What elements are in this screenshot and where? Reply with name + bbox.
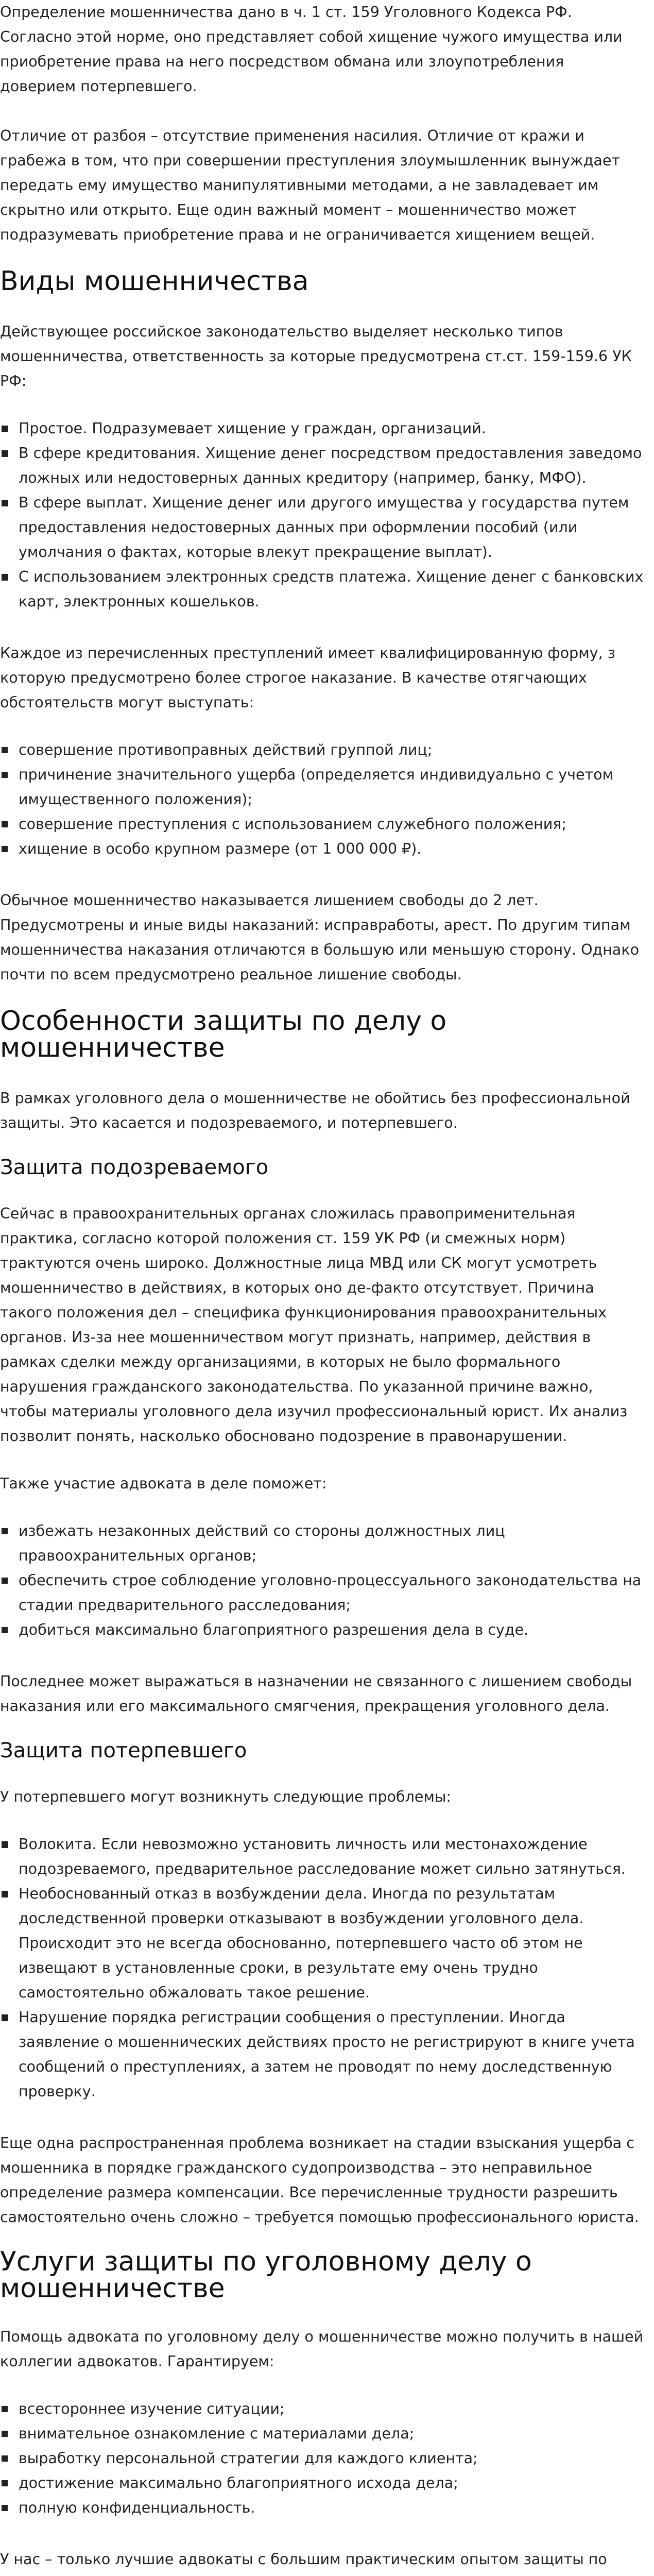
list-item: В сфере кредитования. Хищение денег посредством предоставления заведомо ложных или недостоверных данных кредитору (например, банку, МФО). bbox=[0, 441, 644, 490]
services-list bbox=[0, 2397, 644, 2520]
list-item: обеспечить строе соблюдение уголовно-процессуального законодательства на стадии предварительного расследования; bbox=[0, 1568, 644, 1618]
bullet-icon bbox=[2, 1891, 8, 1897]
defense-lead: В рамках уголовного дела о мошенничестве не обойтись без профессиональной защиты. Это касается и подозреваемого, и потерпевшего. bbox=[0, 1090, 630, 1131]
services-heading: Услуги защиты по уголовному делу о мошенничестве bbox=[0, 2246, 532, 2304]
bullet-icon bbox=[2, 500, 8, 506]
bullet-icon bbox=[2, 1841, 8, 1848]
list-item: Простое. Подразумевает хищение у граждан, организаций. bbox=[0, 416, 644, 441]
bullet-icon bbox=[2, 1528, 8, 1534]
victim-heading: Защита потерпевшего bbox=[0, 1739, 247, 1762]
suspect-text: Сейчас в правоохранительных органах сложилась правоприменительная практика, согласно которой положения ст. 159 УК РФ (и смежных норм) трактуются очень широко. Должностные лица МВД или СК могут усмотреть мошенничество в действиях, в которых оно де-факто отсутствует. Причина такого положения дел – специфика функционирования правоохранительных органов. Из-за нее мошенничеством могут признать, например, действия в рамках сделки между организациями, в которых не было формального нарушения гражданского законодательства. По указанной причине важно, чтобы материалы уголовного дела изучил профессиональный юрист. Их анализ позволит понять, насколько обосновано подозрение в правонарушении. bbox=[0, 1205, 628, 1445]
bullet-icon bbox=[2, 1627, 8, 1633]
list-item: хищение в особо крупном размере (от 1 000 000 ₽). bbox=[0, 837, 644, 861]
bullet-icon bbox=[2, 2480, 8, 2486]
suspect-lead: Также участие адвоката в деле поможет: bbox=[0, 1475, 327, 1492]
list-item: выработку персональной стратегии для каждого клиента; bbox=[0, 2446, 644, 2471]
list-item: С использованием электронных средств платежа. Хищение денег с банковских карт, электронных кошельков. bbox=[0, 565, 644, 614]
victim-outro: Еще одна распространенная проблема возникает на стадии взыскания ущерба с мошенника в порядке гражданского судопроизводства – это неправильное определение размера компенсации. Все перечисленные трудности разрешить самостоятельно очень сложно – требуется помощью профессионального юриста. bbox=[0, 2134, 639, 2226]
types-qualified: Каждое из перечисленных преступлений имеет квалифицированную форму, з которую предусмотрено более строгое наказание. В качестве отягчающих обстоятельств могут выступать: bbox=[0, 645, 615, 711]
list-item: Необоснованный отказ в возбуждении дела. Иногда по результатам доследственной проверки отказывают в возбуждении уголовного дела. Происходит это не всегда обоснованно, потерпевшего часто об этом не извещают в установленные сроки, в результате ему очень трудно самостоятельно обжаловать такое решение. bbox=[0, 1882, 644, 2005]
bullet-icon bbox=[2, 2455, 8, 2462]
services-lead: Помощь адвоката по уголовному делу о мошенничестве можно получить в нашей коллегии адвокатов. Гарантируем: bbox=[0, 2328, 644, 2370]
types-list bbox=[0, 416, 644, 614]
types-punishment: Обычное мошенничество наказывается лишением свободы до 2 лет. Предусмотрены и иные виды наказаний: исправработы, арест. По другим типам мошенничества наказания отличаются в большую или меньшую сторону. Однако почти по всем предусмотрено реальное лишение свободы. bbox=[0, 892, 640, 983]
list-item: совершение преступления с использованием служебного положения; bbox=[0, 812, 644, 837]
list-item: Нарушение порядка регистрации сообщения о преступлении. Иногда заявление о мошеннических действиях просто не регистрируют в книге учета сообщений о преступлениях, а затем не проводят по нему доследственную проверку. bbox=[0, 2005, 644, 2104]
suspect-outro: Последнее может выражаться в назначении не связанного с лишением свободы наказания или его максимального смягчения, прекращения уголовного дела. bbox=[0, 1673, 632, 1715]
list-item: избежать незаконных действий со стороны должностных лиц правоохранительных органов; bbox=[0, 1519, 644, 1568]
list-item: полную конфиденциальность. bbox=[0, 2496, 644, 2520]
bullet-icon bbox=[2, 772, 8, 778]
bullet-icon bbox=[2, 821, 8, 827]
intro-paragraph-definition: Определение мошенничества дано в ч. 1 ст. 159 Уголовного Кодекса РФ. Согласно этой норме, оно представляет собой хищение чужого имущества или приобретение права на него посредством обмана или злоупотребления доверием потерпевшего. bbox=[0, 4, 623, 95]
list-item: всестороннее изучение ситуации; bbox=[0, 2397, 644, 2421]
services-outro: У нас – только лучшие адвокаты с большим практическим опытом защиты по bbox=[0, 2551, 607, 2568]
bullet-icon bbox=[2, 846, 8, 852]
bullet-icon bbox=[2, 2014, 8, 2021]
bullet-icon bbox=[2, 2406, 8, 2412]
bullet-icon bbox=[2, 747, 8, 753]
aggravating-list bbox=[0, 738, 644, 861]
bullet-icon bbox=[2, 2431, 8, 2437]
list-item: Волокита. Если невозможно установить личность или местонахождение подозреваемого, предварительное расследование может сильно затянуться. bbox=[0, 1832, 644, 1882]
list-item: В сфере выплат. Хищение денег или другого имущества у государства путем предоставления недостоверных данных при оформлении пособий (или умолчания о фактах, которые влекут прекращение выплат). bbox=[0, 490, 644, 565]
defense-heading: Особенности защиты по делу о мошенничестве bbox=[0, 1006, 447, 1063]
list-item: добиться максимально благоприятного разрешения дела в суде. bbox=[0, 1618, 644, 1642]
list-item: достижение максимально благоприятного исхода дела; bbox=[0, 2471, 644, 2496]
list-item: внимательное ознакомление с материалами дела; bbox=[0, 2421, 644, 2446]
intro-paragraph-difference: Отличие от разбоя – отсутствие применения насилия. Отличие от кражи и грабежа в том, что при совершении преступления злоумышленник вынуждает передать ему имущество манипулятивными методами, а не завладевает им скрытно или открыто. Еще один важный момент – мошенничество может подразумевать приобретение права и не ограничивается хищением вещей. bbox=[0, 127, 620, 243]
bullet-icon bbox=[2, 2505, 8, 2511]
suspect-heading: Защита подозреваемого bbox=[0, 1156, 269, 1179]
types-lead: Действующее российское законодательство выделяет несколько типов мошенничества, ответственность за которые предусмотрена ст.ст. 159-159.6 УК РФ: bbox=[0, 323, 632, 389]
list-item: совершение противоправных действий группой лиц; bbox=[0, 738, 644, 762]
bullet-icon bbox=[2, 1578, 8, 1584]
bullet-icon bbox=[2, 574, 8, 581]
bullet-icon bbox=[2, 426, 8, 432]
bullet-icon bbox=[2, 450, 8, 457]
list-item: причинение значительного ущерба (определяется индивидуально с учетом имущественного положения); bbox=[0, 762, 644, 812]
types-heading: Виды мошенничества bbox=[0, 266, 309, 297]
victim-lead: У потерпевшего могут возникнуть следующие проблемы: bbox=[0, 1788, 451, 1805]
victim-list bbox=[0, 1832, 644, 2104]
suspect-list bbox=[0, 1519, 644, 1642]
